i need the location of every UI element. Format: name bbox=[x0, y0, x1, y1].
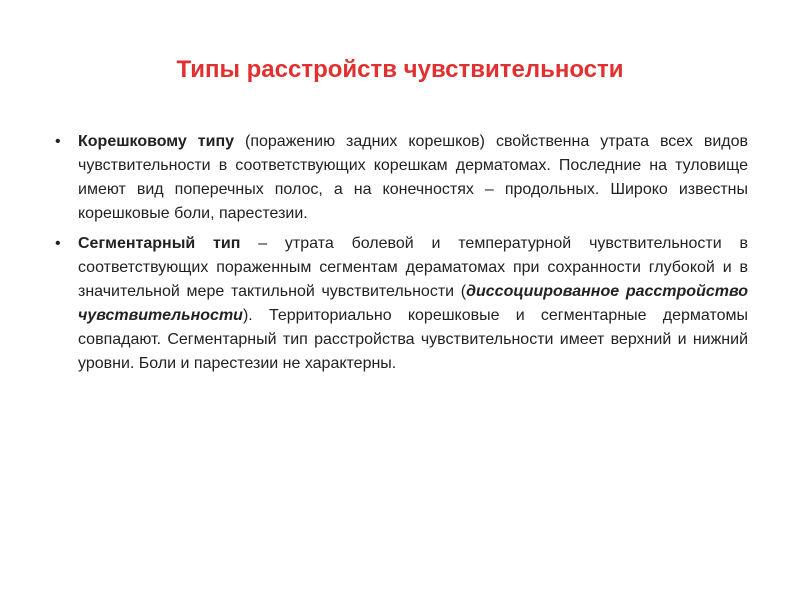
bullet-icon: • bbox=[55, 235, 61, 252]
bullet-text-radicular: (поражению задних корешков) свойственна утрата всех видов чувствительности в соответствующих корешкам дерматомах. Последние на туловище имеют вид поперечных полос, а на конечностях – продольных. Широко известны корешковые боли, парестезии. bbox=[78, 133, 748, 222]
bullet-icon: • bbox=[55, 133, 61, 150]
bullet-item-segmental bbox=[52, 232, 748, 376]
term-segmental: Сегментарный тип bbox=[78, 235, 241, 252]
bullet-text-segmental-before: – утрата болевой и температурной чувствительности в соответствующих пораженным сегментам дераматомах при сохранности глубокой и в значительной мере тактильной чувствительности ( bbox=[78, 235, 749, 300]
bullet-list bbox=[52, 130, 748, 382]
bullet-item-radicular bbox=[52, 130, 748, 226]
bullet-text-segmental-after: ). Территориально корешковые и сегментарные дерматомы совпадают. Сегментарный тип расстройства чувствительности имеет верхний и нижний уровни. Боли и парестезии не характерны. bbox=[78, 307, 748, 372]
emphasis-dissociated: диссоциированное расстройство чувствительности bbox=[78, 283, 748, 324]
slide-title: Типы расстройств чувствительности bbox=[176, 56, 624, 83]
term-radicular: Корешковому типу bbox=[78, 133, 235, 150]
